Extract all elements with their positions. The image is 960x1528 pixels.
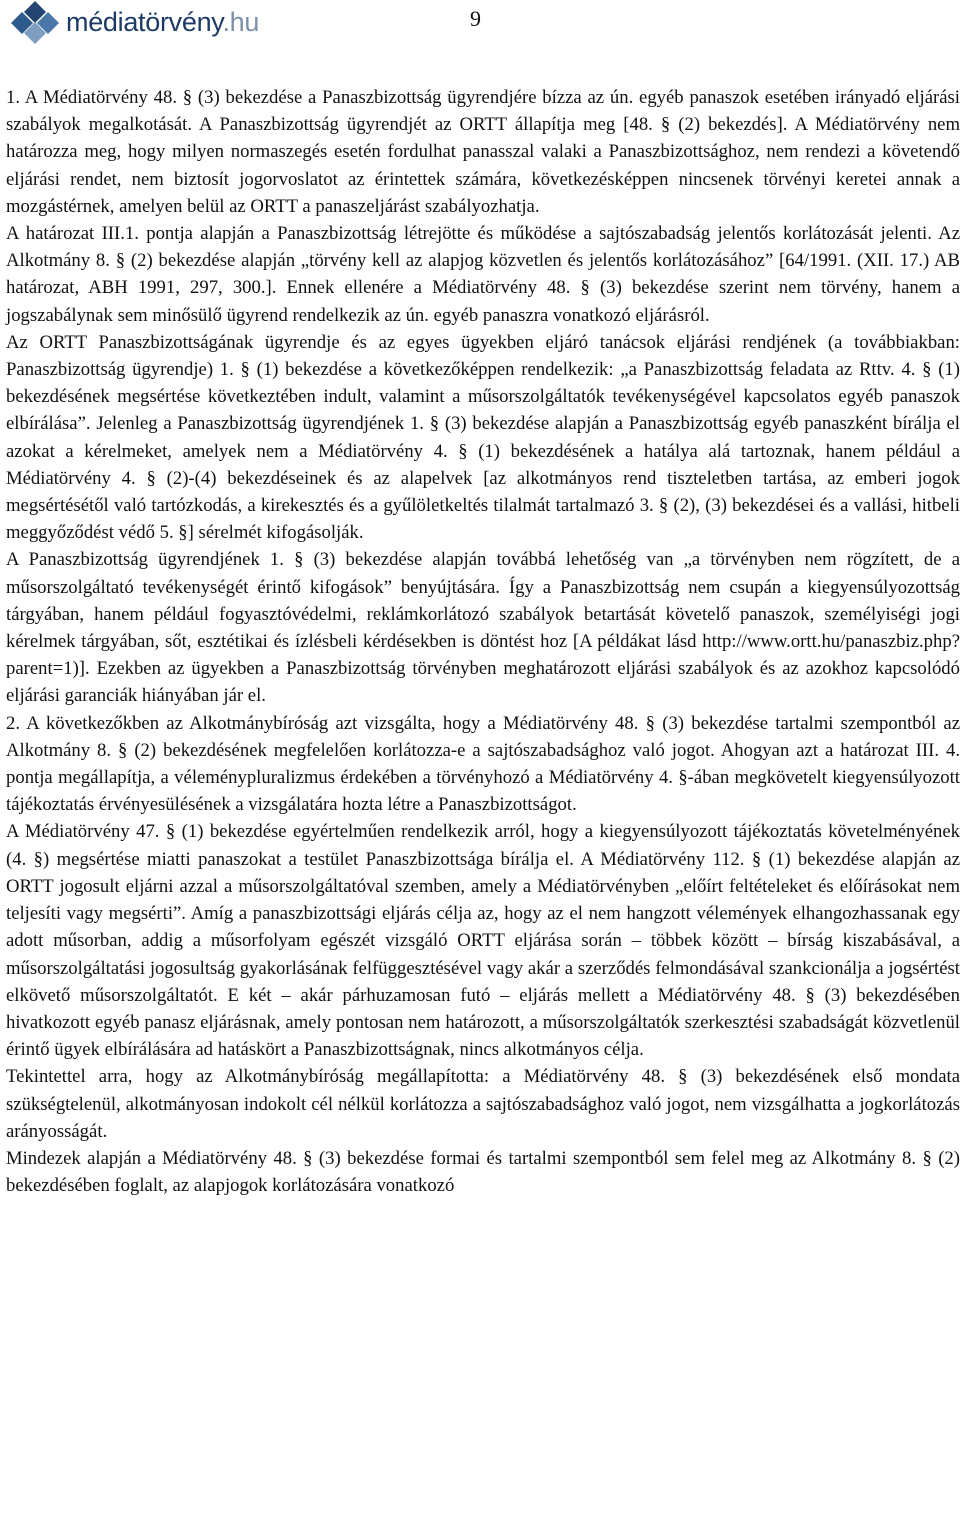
paragraph: 1. A Médiatörvény 48. § (3) bekezdése a Panaszbizottság ügyrendjére bízza az ún. egyéb panaszok esetében irányadó eljárási szabályok megalkotását. A Panaszbizottság ügyrendjét az ORTT állapítja meg [48. § (2) bekezdés]. A Médiatörvény nem határozza meg, hogy milyen normaszegés esetén fordulhat panasszal valaki a Panaszbizottsághoz, nem rendezi a követendő eljárási rendet, nem biztosít jogorvoslatot az érintettek számára, következésképpen nincsenek törvényi keretei annak a mozgástérnek, amelyen belül az ORTT a panaszeljárást szabályozhatja. bbox=[6, 87, 960, 217]
paragraph: Mindezek alapján a Médiatörvény 48. § (3) bekezdése formai és tartalmi szempontból sem felel meg az Alkotmány 8. § (2) bekezdésében foglalt, az alapjogok korlátozására vonatkozó bbox=[6, 1147, 960, 1197]
paragraph: A Panaszbizottság ügyrendjének 1. § (3) bekezdése alapján továbbá lehetőség van „a törvényben nem rögzített, de a műsorszolgáltató tevékenységét érintő kifogások” benyújtására. Így a Panaszbizottság nem csupán a kiegyensúlyozottság tárgyában, hanem például fogyasztóvédelmi, reklámkorlátozó szabályok betartását követelő panaszok, személyiségi jogi kérelmek tárgyában, sőt, esztétikai és ízlésbeli kérdésekben is döntést hoz [A példákat lásd http://www.ortt.hu/panaszbiz.php?parent=1)]. Ezekben az ügyekben a Panaszbizottság törvényben meghatározott eljárási szabályok és az azokhoz kapcsolódó eljárási garanciák hiányában jár el. bbox=[6, 549, 960, 707]
logo-text bbox=[66, 7, 259, 38]
site-logo[interactable] bbox=[10, 0, 259, 44]
paragraph: A Médiatörvény 47. § (1) bekezdése egyértelműen rendelkezik arról, hogy a kiegyensúlyozott tájékoztatás követelményének (4. §) megsértése miatti panaszokat a testület Panaszbizottsága bírálja el. A Médiatörvény 112. § (1) bekezdése alapján az ORTT jogosult eljárni azzal a műsorszolgáltatóval szemben, amely a Médiatörvényben „előírt feltételeket és előírásokat nem teljesíti vagy megsérti”. Amíg a panaszbizottsági eljárás célja az, hogy az el nem hangzott vélemények elhangozhassanak egy adott műsorban, addig a műsorfolyam egészét vizsgáló ORTT eljárása során – többek között – bírság kiszabásával, a műsorszolgáltatási jogosultság gyakorlásának felfüggesztésével vagy akár a szerződés felmondásával szankcionálja a jogsértést elkövető műsorszolgáltatót. E két – akár párhuzamosan futó – eljárás mellett a Médiatörvény 48. § (3) bekezdésében hivatkozott egyéb panasz eljárásnak, amely pontosan nem határozott, a műsorszolgáltatók szerkesztési szabadságát közvetlenül érintő ügyek elbírálására ad hatáskört a Panaszbizottságnak, nincs alkotmányos célja. bbox=[6, 821, 960, 1061]
document-body bbox=[6, 84, 960, 1199]
paragraph: Tekintettel arra, hogy az Alkotmánybíróság megállapította: a Médiatörvény 48. § (3) bekezdésének első mondata szükségtelenül, alkotmányosan indokolt cél nélkül korlátozza a sajtószabadsághoz való jogot, nem vizsgálhatta a jogkorlátozás arányosságát. bbox=[6, 1066, 960, 1142]
logo-domain: .hu bbox=[222, 6, 260, 37]
page-number: 9 bbox=[470, 6, 481, 31]
logo-name: médiatörvény bbox=[66, 6, 223, 37]
paragraph: 2. A következőkben az Alkotmánybíróság azt vizsgálta, hogy a Médiatörvény 48. § (3) bekezdése tartalmi szempontból az Alkotmány 8. § (2) bekezdésének megfelelően korlátozza-e a sajtószabadsághoz való jogot. Ahogyan azt a határozat III. 4. pontja megállapítja, a véleménypluralizmus érdekében a törvényhozó a Médiatörvény 4. §-ában megkövetelt kiegyensúlyozott tájékoztatás érvényesülésének a vizsgálatára hozta létre a Panaszbizottságot. bbox=[6, 712, 960, 816]
paragraph: Az ORTT Panaszbizottságának ügyrendje és az egyes ügyekben eljáró tanácsok eljárási rendjének (a továbbiakban: Panaszbizottság ügyrendje) 1. § (1) bekezdése a következőképpen rendelkezik: „a Panaszbizottság feladata az Rttv. 4. § (1) bekezdésének megsértése következtében indult, valamint a műsorszolgáltatók tevékenységével kapcsolatos egyéb panaszok elbírálása”. Jelenleg a Panaszbizottság ügyrendjének 1. § (3) bekezdése alapján a Panaszbizottság egyéb panaszként bírálja el azokat a kérelmeket, amelyek nem a Médiatörvény 4. § (1) bekezdésének a hatálya alá tartoznak, hanem például a Médiatörvény 4. § (2)-(4) bekezdéseinek és az alapelvek [az alkotmányos rend tiszteletben tartása, az emberi jogok megsértésétől való tartózkodás, a kirekesztés és a gyűlöletkeltés tilalmát tartalmazó 3. § (2), (3) bekezdései és a vallási, hitbeli meggyőződést védő 5. §] sérelmét kifogásolják. bbox=[6, 331, 960, 544]
paragraph: A határozat III.1. pontja alapján a Panaszbizottság létrejötte és működése a sajtószabadság jelentős korlátozását jelenti. Az Alkotmány 8. § (2) bekezdése alapján „törvény kell az alapjog közvetlen és jelentős korlátozásához” [64/1991. (XII. 17.) AB határozat, ABH 1991, 297, 300.]. Ennek ellenére a Médiatörvény 48. § (3) bekezdése szerint nem törvény, hanem a jogszabálynak sem minősülő ügyrend rendelkezik az ún. egyéb panaszra vonatkozó eljárásról. bbox=[6, 223, 960, 326]
four-diamond-logo-icon bbox=[10, 0, 60, 44]
